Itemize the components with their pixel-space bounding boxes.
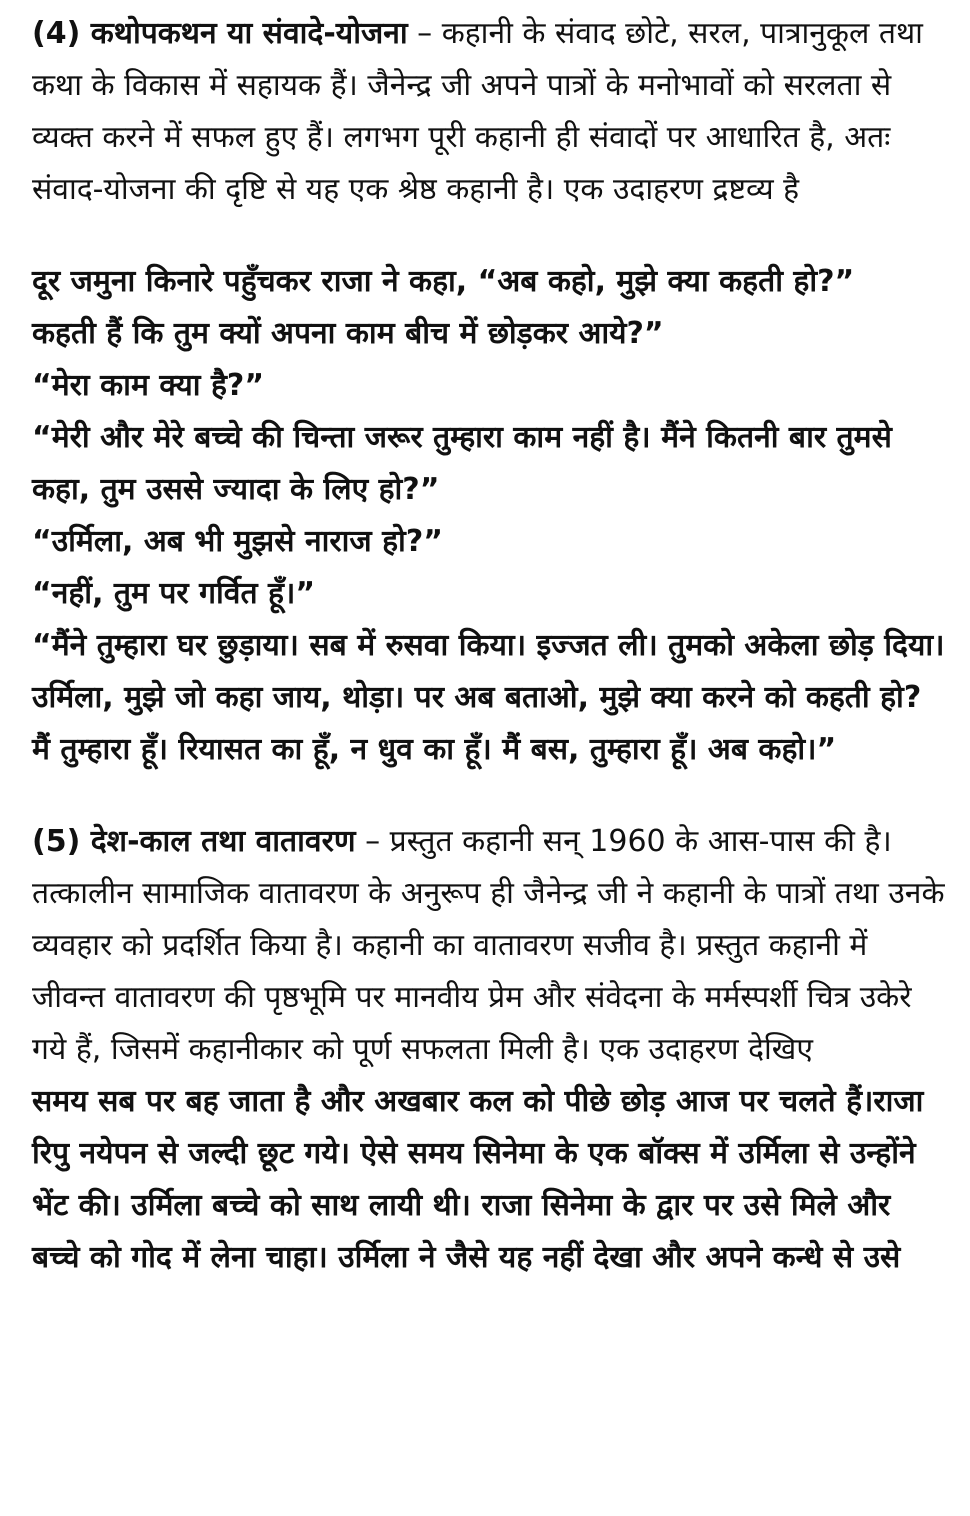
dialogue-line: “उर्मिला, अब भी मुझसे नाराज हो?” — [32, 524, 443, 559]
section-5-paragraph — [32, 816, 948, 1076]
section-5-example: समय सब पर बह जाता है और अखबार कल को पीछे छोड़ आज पर चलते हैं।राजा रिपु नयेपन से जल्दी छूट गये। ऐसे समय सिनेमा के एक बॉक्स में उर्मिला से उन्होंने भेंट की। उर्मिला बच्चे को साथ लायी थी। राजा सिनेमा के द्वार पर उसे मिले और बच्चे को गोद में लेना चाहा। उर्मिला ने जैसे यह नहीं देखा और अपने कन्धे से उसे — [32, 1084, 924, 1275]
section-5-heading: (5) देश-काल तथा वातावरण — [32, 824, 356, 859]
dialogue-block — [32, 256, 948, 776]
section-5-text: – प्रस्तुत कहानी सन् 1960 के आस-पास की है। तत्कालीन सामाजिक वातावरण के अनुरूप ही जैनेन्द्र जी ने कहानी के पात्रों तथा उनके व्यवहार को प्रदर्शित किया है। कहानी का वातावरण सजीव है। प्रस्तुत कहानी में जीवन्त वातावरण की पृष्ठभूमि पर मानवीय प्रेम और संवेदना के मर्मस्पर्शी चित्र उकेरे गये हैं, जिसमें कहानीकार को पूर्ण सफलता मिली है। एक उदाहरण देखिए — [32, 824, 945, 1067]
dialogue-line: “मेरी और मेरे बच्चे की चिन्ता जरूर तुम्हारा काम नहीं है। मैंने कितनी बार तुमसे कहा, तुम उससे ज्यादा के लिए हो?” — [32, 420, 892, 507]
dialogue-line: दूर जमुना किनारे पहुँचकर राजा ने कहा, “अब कहो, मुझे क्या कहती हो?” — [32, 264, 855, 299]
dialogue-line: कहती हैं कि तुम क्यों अपना काम बीच में छोड़कर आये?” — [32, 316, 664, 351]
dialogue-line: “मेरा काम क्या है?” — [32, 368, 265, 403]
dialogue-line: “मैंने तुम्हारा घर छुड़ाया। सब में रुसवा किया। इज्जत ली। तुमको अकेला छोड़ दिया। उर्मिला, मुझे जो कहा जाय, थोड़ा। पर अब बताओ, मुझे क्या करने को कहती हो? मैं तुम्हारा हूँ। रियासत का हूँ, न धुव का हूँ। मैं बस, तुम्हारा हूँ। अब कहो।” — [32, 628, 945, 767]
dialogue-line: “नहीं, तुम पर गर्वित हूँ।” — [32, 576, 316, 611]
section-4-text: – कहानी के संवाद छोटे, सरल, पात्रानुकूल तथा कथा के विकास में सहायक हैं। जैनेन्द्र जी अपने पात्रों के मनोभावों को सरलता से व्यक्त करने में सफल हुए हैं। लगभग पूरी कहानी ही संवादों पर आधारित है, अतः संवाद-योजना की दृष्टि से यह एक श्रेष्ठ कहानी है। एक उदाहरण द्रष्टव्य है — [32, 16, 923, 207]
section-4-heading: (4) कथोपकथन या संवादे-योजना — [32, 16, 408, 51]
spacer — [32, 216, 948, 256]
spacer — [32, 776, 948, 816]
section-4-paragraph — [32, 8, 948, 216]
